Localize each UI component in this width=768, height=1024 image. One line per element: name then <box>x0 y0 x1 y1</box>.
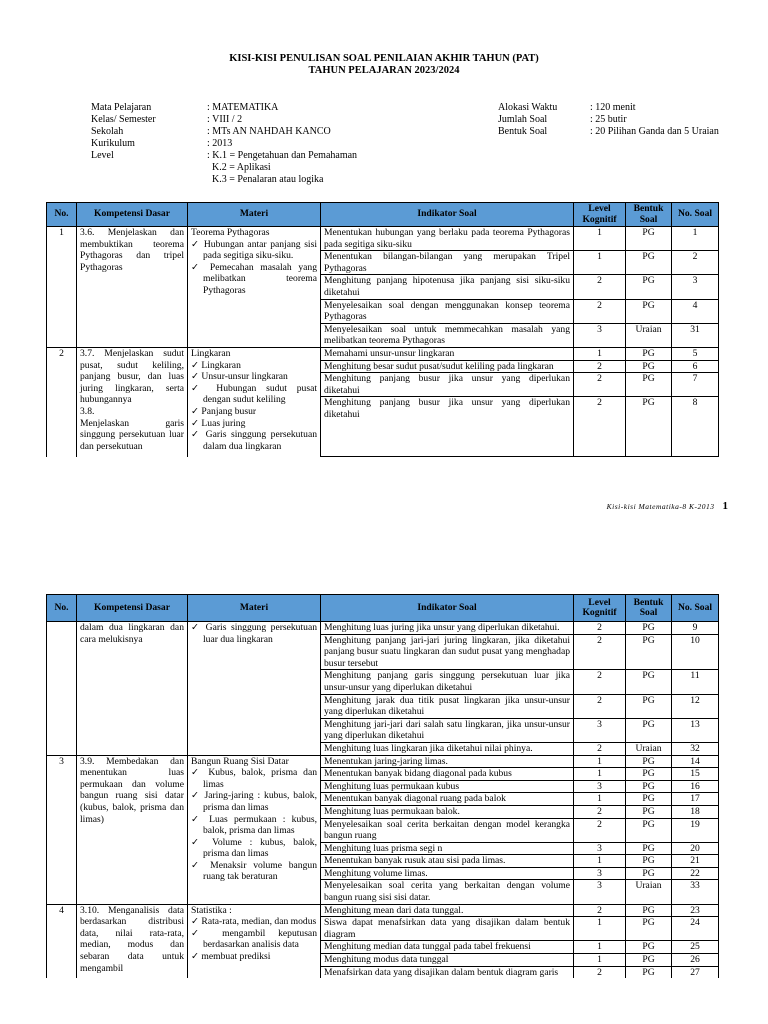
nosoal-cell: 3 <box>672 275 719 299</box>
materi-cell <box>188 755 321 904</box>
materi-item: ✓ Pemecahan masalah yang melibatkan teorema Pythagoras <box>191 261 317 296</box>
indikator-cell: Menghitung mean dari data tunggal. <box>321 904 574 917</box>
table-header-row <box>47 203 719 227</box>
indikator-cell: Menghitung luas lingkaran jika diketahui nilai phinya. <box>321 742 574 755</box>
table-body <box>47 227 719 457</box>
row-number-cell: 1 <box>47 227 77 348</box>
bentuk-cell: PG <box>626 694 672 718</box>
materi-item: ✓ Hubungan antar panjang sisi pada segitiga siku-siku. <box>191 238 317 262</box>
row-number-cell: 4 <box>47 904 77 978</box>
table-body <box>47 622 719 979</box>
table-row <box>47 227 719 251</box>
bentuk-cell: PG <box>626 347 672 360</box>
nosoal-cell: 2 <box>672 251 719 275</box>
nosoal-cell: 24 <box>672 917 719 941</box>
indikator-cell: Menentukan jaring-jaring limas. <box>321 755 574 768</box>
bentuk-cell: Uraian <box>626 880 672 904</box>
nosoal-cell: 15 <box>672 768 719 781</box>
level-cell: 1 <box>574 347 626 360</box>
col-header-nosoal: No. Soal <box>672 203 719 227</box>
materi-heading: Statistika : <box>191 904 232 916</box>
meta-value: : VIII / 2 <box>207 114 243 125</box>
nosoal-cell: 7 <box>672 373 719 397</box>
nosoal-cell: 14 <box>672 755 719 768</box>
bentuk-cell: Uraian <box>626 323 672 347</box>
indikator-cell: Menghitung panjang busur jika unsur yang diperlukan diketahui <box>321 397 574 457</box>
meta-value: : 20 Pilihan Ganda dan 5 Uraian <box>590 126 719 137</box>
meta-label: Jumlah Soal <box>498 114 548 125</box>
materi-heading: Lingkaran <box>191 347 231 359</box>
bentuk-cell: PG <box>626 718 672 742</box>
level-cell: 2 <box>574 805 626 818</box>
materi-item: ✓ Luas permukaan : kubus, balok, prisma dan limas <box>191 813 317 837</box>
col-header-materi: Materi <box>188 203 321 227</box>
col-header-kompetensi: Kompetensi Dasar <box>77 595 188 622</box>
bentuk-cell: PG <box>626 954 672 967</box>
meta-value: : 2013 <box>207 138 233 149</box>
kompetensi-cell <box>77 755 188 904</box>
indikator-cell: Menghitung panjang garis singgung persekutuan luar jika unsur-unsur yang diperlukan diketahui <box>321 670 574 694</box>
table-header-row <box>47 595 719 622</box>
nosoal-cell: 8 <box>672 397 719 457</box>
indikator-cell: Menghitung luas juring jika unsur yang diperlukan diketahui. <box>321 622 574 635</box>
materi-item: ✓ Kubus, balok, prisma dan limas <box>191 767 317 790</box>
indikator-cell: Menghitung jarak dua titik pusat lingkaran jika unsur-unsur yang diperlukan diketahui <box>321 694 574 718</box>
page-number: 1 <box>722 500 728 512</box>
level-cell: 3 <box>574 867 626 880</box>
kompetensi-cell <box>77 347 188 456</box>
meta-left-labels <box>91 102 156 162</box>
nosoal-cell: 27 <box>672 966 719 978</box>
meta-label: Sekolah <box>91 126 124 137</box>
indikator-cell: Menghitung panjang jari-jari juring lingkaran, jika diketahui panjang busur suatu lingkaran dan sudut pusat yang menghadap busur tersebut <box>321 634 574 670</box>
level-cell: 2 <box>574 904 626 917</box>
table-row <box>47 622 719 635</box>
indikator-cell: Menghitung luas prisma segi n <box>321 842 574 855</box>
indikator-cell: Menyelesaikan soal cerita berkaitan dengan model kerangka bangun ruang <box>321 818 574 842</box>
indikator-cell: Menghitung modus data tunggal <box>321 954 574 967</box>
nosoal-cell: 12 <box>672 694 719 718</box>
indikator-cell: Menyelesaikan soal untuk memmecahkan masalah yang melibatkan teorema Pythagoras <box>321 323 574 347</box>
nosoal-cell: 10 <box>672 634 719 670</box>
page-footer <box>607 500 728 512</box>
doc-subtitle: TAHUN PELAJARAN 2023/2024 <box>308 65 460 76</box>
bentuk-cell: PG <box>626 299 672 323</box>
nosoal-cell: 6 <box>672 360 719 373</box>
materi-item: ✓ Garis singgung persekutuan luar dua lingkaran <box>191 622 317 645</box>
footer-text: Kisi-kisi Matematika-8 K-2013 <box>606 502 715 511</box>
meta-right-values <box>590 102 719 138</box>
bentuk-cell: PG <box>626 755 672 768</box>
level-cell: 3 <box>574 323 626 347</box>
level-cell: 2 <box>574 622 626 635</box>
col-header-indikator: Indikator Soal <box>321 203 574 227</box>
col-header-bentuk: Bentuk Soal <box>626 203 672 227</box>
indikator-cell: Menentukan hubungan yang berlaku pada teorema Pythagoras pada segitiga siku-siku <box>321 227 574 251</box>
indikator-cell: Menghitung besar sudut pusat/sudut keliling pada lingkaran <box>321 360 574 373</box>
indikator-cell: Menghitung panjang hipotenusa jika panjang sisi siku-siku diketahui <box>321 275 574 299</box>
level-cell: 1 <box>574 917 626 941</box>
kompetensi-text: 3.7. Menjelaskan sudut pusat, sudut keliling, panjang busur, dan luas juring lingkaran, serta hubungannya <box>80 347 184 406</box>
level-cell: 1 <box>574 227 626 251</box>
bentuk-cell: PG <box>626 251 672 275</box>
col-header-level: Level Kognitif <box>574 595 626 622</box>
bentuk-cell: PG <box>626 373 672 397</box>
meta-value: K.3 = Penalaran atau logika <box>207 174 324 185</box>
meta-left-values <box>207 102 357 186</box>
nosoal-cell: 20 <box>672 842 719 855</box>
nosoal-cell: 9 <box>672 622 719 635</box>
level-cell: 2 <box>574 634 626 670</box>
materi-item: ✓ Rata-rata, median, dan modus <box>191 916 317 928</box>
indikator-cell: Menghitung panjang busur jika unsur yang diperlukan diketahui <box>321 373 574 397</box>
bentuk-cell: PG <box>626 842 672 855</box>
level-cell: 1 <box>574 941 626 954</box>
nosoal-cell: 13 <box>672 718 719 742</box>
level-cell: 2 <box>574 397 626 457</box>
indikator-cell: Menyelesaikan soal dengan menggunakan konsep teorema Pythagoras <box>321 299 574 323</box>
bentuk-cell: PG <box>626 867 672 880</box>
indikator-cell: Menentukan banyak rusuk atau sisi pada limas. <box>321 855 574 868</box>
row-number-cell: 2 <box>47 347 77 456</box>
document-page-2 <box>0 560 768 1024</box>
nosoal-cell: 26 <box>672 954 719 967</box>
col-header-kompetensi: Kompetensi Dasar <box>77 203 188 227</box>
col-header-no: No. <box>47 203 77 227</box>
bentuk-cell: PG <box>626 818 672 842</box>
materi-cell <box>188 904 321 978</box>
nosoal-cell: 1 <box>672 227 719 251</box>
materi-item: ✓ membuat prediksi <box>191 951 271 963</box>
meta-value: : 120 menit <box>590 102 636 113</box>
bentuk-cell: PG <box>626 793 672 806</box>
level-cell: 3 <box>574 842 626 855</box>
col-header-materi: Materi <box>188 595 321 622</box>
row-number-cell: 3 <box>47 755 77 904</box>
doc-title: KISI-KISI PENULISAN SOAL PENILAIAN AKHIR TAHUN (PAT) <box>229 53 539 64</box>
kompetensi-text: Menjelaskan garis singgung persekutuan luar dan persekutuan <box>80 417 184 452</box>
nosoal-cell: 32 <box>672 742 719 755</box>
col-header-indikator: Indikator Soal <box>321 595 574 622</box>
kompetensi-text: 3.9. Membedakan dan menentukan luas permukaan dan volume bangun ruang sisi datar (kubus, balok, prisma dan limas) <box>80 755 184 825</box>
meta-label: Kelas/ Semester <box>91 114 156 125</box>
nosoal-cell: 16 <box>672 780 719 793</box>
nosoal-cell: 18 <box>672 805 719 818</box>
level-cell: 2 <box>574 694 626 718</box>
col-header-level: Level Kognitif <box>574 203 626 227</box>
kompetensi-text: dalam dua lingkaran dan cara melukisnya <box>80 622 184 645</box>
col-header-no: No. <box>47 595 77 622</box>
level-cell: 1 <box>574 954 626 967</box>
kompetensi-text: 3.6. Menjelaskan dan membuktikan teorema Pythagoras dan tripel Pythagoras <box>80 227 184 273</box>
nosoal-cell: 23 <box>672 904 719 917</box>
materi-cell <box>188 227 321 348</box>
meta-label: Level <box>91 150 114 161</box>
materi-heading: Bangun Ruang Sisi Datar <box>191 755 289 767</box>
page-gap <box>0 520 768 560</box>
nosoal-cell: 22 <box>672 867 719 880</box>
materi-item: ✓ Garis singgung persekutuan dalam dua lingkaran <box>191 429 317 452</box>
materi-item: ✓ Unsur-unsur lingkaran <box>191 371 288 383</box>
nosoal-cell: 21 <box>672 855 719 868</box>
kisi-table-page-1 <box>46 202 719 457</box>
indikator-cell: Menghitung luas permukaan kubus <box>321 780 574 793</box>
level-cell: 1 <box>574 768 626 781</box>
level-cell: 2 <box>574 275 626 299</box>
level-cell: 1 <box>574 251 626 275</box>
nosoal-cell: 31 <box>672 323 719 347</box>
materi-item: ✓ Hubungan sudut pusat dengan sudut keliling <box>191 382 317 406</box>
level-cell: 1 <box>574 855 626 868</box>
kompetensi-cell <box>77 904 188 978</box>
indikator-cell: Menentukan banyak bidang diagonal pada kubus <box>321 768 574 781</box>
meta-label: Mata Pelajaran <box>91 102 152 113</box>
nosoal-cell: 33 <box>672 880 719 904</box>
nosoal-cell: 5 <box>672 347 719 360</box>
bentuk-cell: Uraian <box>626 742 672 755</box>
bentuk-cell: PG <box>626 941 672 954</box>
meta-right-labels <box>498 102 557 138</box>
bentuk-cell: PG <box>626 855 672 868</box>
indikator-cell: Menyelesaikan soal cerita yang berkaitan dengan volume bangun ruang sisi sisi datar. <box>321 880 574 904</box>
level-cell: 3 <box>574 718 626 742</box>
level-cell: 2 <box>574 742 626 755</box>
materi-item: ✓ Jaring-jaring : kubus, balok, prisma dan limas <box>191 790 317 813</box>
bentuk-cell: PG <box>626 622 672 635</box>
level-cell: 1 <box>574 755 626 768</box>
kompetensi-cell <box>77 622 188 756</box>
meta-value: : K.1 = Pengetahuan dan Pemahaman <box>207 150 358 161</box>
bentuk-cell: PG <box>626 227 672 251</box>
kompetensi-cell <box>77 227 188 348</box>
bentuk-cell: PG <box>626 966 672 978</box>
meta-value: : 25 butir <box>590 114 627 125</box>
kompetensi-text: 3.8. <box>80 405 95 417</box>
indikator-cell: Siswa dapat menafsirkan data yang disajikan dalam bentuk diagram <box>321 917 574 941</box>
nosoal-cell: 11 <box>672 670 719 694</box>
materi-item: ✓ Menaksir volume bangun ruang tak beraturan <box>191 859 317 883</box>
materi-item: ✓ Lingkaran <box>191 359 241 371</box>
level-cell: 2 <box>574 670 626 694</box>
level-cell: 3 <box>574 880 626 904</box>
indikator-cell: Menentukan bilangan-bilangan yang merupakan Tripel Pythagoras <box>321 251 574 275</box>
level-cell: 3 <box>574 780 626 793</box>
indikator-cell: Menghitung jari-jari dari salah satu lingkaran, jika unsur-unsur yang diperlukan diketahui <box>321 718 574 742</box>
materi-heading: Teorema Pythagoras <box>191 227 270 238</box>
nosoal-cell: 25 <box>672 941 719 954</box>
bentuk-cell: PG <box>626 275 672 299</box>
table-row <box>47 755 719 768</box>
meta-value: : MATEMATIKA <box>207 102 279 113</box>
bentuk-cell: PG <box>626 768 672 781</box>
materi-item: ✓ mengambil keputusan berdasarkan analisis data <box>191 927 317 951</box>
bentuk-cell: PG <box>626 805 672 818</box>
bentuk-cell: PG <box>626 904 672 917</box>
level-cell: 2 <box>574 966 626 978</box>
materi-item: ✓ Panjang busur <box>191 405 257 417</box>
indikator-cell: Menafsirkan data yang disajikan dalam bentuk diagram garis <box>321 966 574 978</box>
indikator-cell: Menghitung volume limas. <box>321 867 574 880</box>
bentuk-cell: PG <box>626 397 672 457</box>
bentuk-cell: PG <box>626 670 672 694</box>
indikator-cell: Menghitung luas permukaan balok. <box>321 805 574 818</box>
bentuk-cell: PG <box>626 634 672 670</box>
bentuk-cell: PG <box>626 360 672 373</box>
nosoal-cell: 19 <box>672 818 719 842</box>
bentuk-cell: PG <box>626 917 672 941</box>
level-cell: 2 <box>574 373 626 397</box>
level-cell: 2 <box>574 818 626 842</box>
table-row <box>47 347 719 360</box>
nosoal-cell: 4 <box>672 299 719 323</box>
col-header-nosoal: No. Soal <box>672 595 719 622</box>
level-cell: 2 <box>574 299 626 323</box>
meta-label: Kurikulum <box>91 138 135 149</box>
materi-cell <box>188 622 321 756</box>
meta-value: : MTs AN NAHDAH KANCO <box>207 126 331 137</box>
table-row <box>47 904 719 917</box>
level-cell: 2 <box>574 360 626 373</box>
row-number-cell <box>47 622 77 756</box>
indikator-cell: Menghitung median data tunggal pada tabel frekuensi <box>321 941 574 954</box>
materi-item: ✓ Luas juring <box>191 417 246 429</box>
col-header-bentuk: Bentuk Soal <box>626 595 672 622</box>
indikator-cell: Menentukan banyak diagonal ruang pada balok <box>321 793 574 806</box>
meta-value: K.2 = Aplikasi <box>207 162 271 173</box>
materi-item: ✓ Volume : kubus, balok, prisma dan limas <box>191 836 317 860</box>
materi-cell <box>188 347 321 456</box>
bentuk-cell: PG <box>626 780 672 793</box>
meta-label: Bentuk Soal <box>498 126 548 137</box>
level-cell: 1 <box>574 793 626 806</box>
nosoal-cell: 17 <box>672 793 719 806</box>
kompetensi-text: 3.10. Menganalisis data berdasarkan distribusi data, nilai rata-rata, median, modus dan sebaran data untuk mengambil <box>80 904 184 974</box>
meta-label: Alokasi Waktu <box>498 102 558 113</box>
kisi-table-page-2 <box>46 594 719 978</box>
indikator-cell: Memahami unsur-unsur lingkaran <box>321 347 574 360</box>
